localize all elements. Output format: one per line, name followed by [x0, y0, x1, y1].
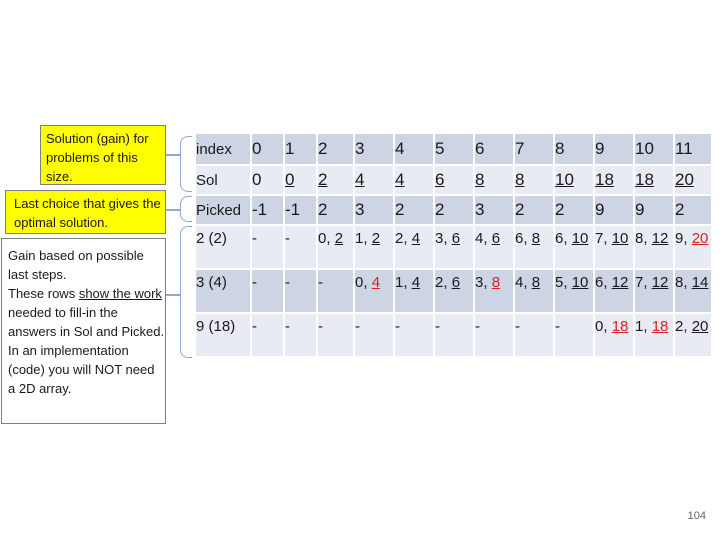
picked-cell: 2	[395, 196, 433, 224]
gain-note-line2-end: needed to fill-in the answers in Sol and Picked.	[8, 305, 165, 339]
gain-row-label: 2 (2)	[196, 226, 250, 268]
gain-cell-prev: 5,	[555, 274, 572, 291]
gain-cell-prev: -	[515, 318, 520, 335]
gain-cell-prev: -	[252, 318, 257, 335]
index-cell: 0	[252, 134, 283, 164]
gain-cell-prev: -	[252, 274, 257, 291]
gain-cell-prev: 1,	[635, 318, 652, 335]
gain-cell-prev: -	[318, 274, 323, 291]
gain-cell	[555, 270, 593, 312]
gain-cell-prev: -	[435, 318, 440, 335]
index-cell: 9	[595, 134, 633, 164]
gain-cell	[318, 314, 353, 356]
connector-solution	[166, 154, 180, 156]
index-row-label: index	[196, 134, 250, 164]
sol-cell: 10	[555, 166, 593, 194]
gain-cell	[675, 270, 711, 312]
gain-cell-prev: -	[395, 318, 400, 335]
gain-cell-prev: 1,	[395, 274, 412, 291]
gain-cell	[595, 226, 633, 268]
gain-cell-value: 20	[691, 318, 709, 335]
gain-cell-value: 2	[334, 230, 344, 247]
table-row	[196, 270, 711, 312]
last-choice-note-text: Last choice that gives the optimal solution.	[14, 196, 161, 230]
gain-cell-prev: 1,	[355, 230, 372, 247]
gain-cell	[395, 226, 433, 268]
gain-cell-value: 12	[651, 230, 669, 247]
gain-cell-value: 10	[571, 274, 589, 291]
gain-cell	[252, 270, 283, 312]
gain-cell-prev: 4,	[475, 230, 492, 247]
gain-cell-value: 12	[611, 274, 629, 291]
index-cell: 3	[355, 134, 393, 164]
gain-cell	[395, 270, 433, 312]
bracket-solution	[180, 136, 192, 192]
last-choice-note	[5, 190, 166, 234]
picked-cell: 2	[555, 196, 593, 224]
gain-cell-value: 6	[451, 274, 461, 291]
index-cell: 4	[395, 134, 433, 164]
gain-cell	[475, 226, 513, 268]
table-row	[196, 196, 711, 224]
gain-note-line2-start: These rows	[8, 286, 79, 301]
sol-cell: 0	[285, 166, 316, 194]
gain-cell-prev: 7,	[635, 274, 652, 291]
gain-cell-value: 4	[411, 230, 421, 247]
gain-note	[1, 238, 166, 424]
gain-cell-prev: 2,	[395, 230, 412, 247]
index-cell: 11	[675, 134, 711, 164]
index-cell: 5	[435, 134, 473, 164]
sol-cell: 4	[355, 166, 393, 194]
index-cell: 2	[318, 134, 353, 164]
gain-cell-value: 8	[531, 230, 541, 247]
sol-cell: 8	[515, 166, 553, 194]
sol-cell: 0	[252, 166, 283, 194]
gain-cell-prev: -	[285, 274, 290, 291]
index-cell: 8	[555, 134, 593, 164]
table-row	[196, 226, 711, 268]
gain-cell-prev: 0,	[355, 274, 372, 291]
page-number: 104	[687, 510, 706, 522]
sol-row-label: Sol	[196, 166, 250, 194]
gain-cell	[475, 270, 513, 312]
connector-gain	[166, 294, 180, 296]
picked-cell: -1	[252, 196, 283, 224]
gain-cell-value: 8	[491, 274, 501, 291]
gain-cell-prev: 7,	[595, 230, 612, 247]
solution-note-text: Solution (gain) for problems of this size.	[46, 131, 149, 184]
gain-cell-prev: 0,	[595, 318, 612, 335]
gain-cell	[555, 314, 593, 356]
gain-cell	[515, 226, 553, 268]
sol-cell: 20	[675, 166, 711, 194]
gain-cell-value: 4	[371, 274, 381, 291]
picked-cell: 2	[318, 196, 353, 224]
gain-cell-prev: -	[555, 318, 560, 335]
gain-cell	[435, 270, 473, 312]
gain-cell	[285, 226, 316, 268]
gain-cell	[252, 226, 283, 268]
gain-cell-prev: 9,	[675, 230, 692, 247]
gain-cell	[285, 314, 316, 356]
gain-cell-value: 6	[491, 230, 501, 247]
gain-cell-prev: 6,	[515, 230, 532, 247]
solution-note	[40, 125, 166, 185]
picked-cell: 2	[675, 196, 711, 224]
sol-cell: 4	[395, 166, 433, 194]
gain-cell	[252, 314, 283, 356]
gain-cell-value: 8	[531, 274, 541, 291]
sol-cell: 18	[595, 166, 633, 194]
gain-row-label: 3 (4)	[196, 270, 250, 312]
gain-cell	[675, 314, 711, 356]
picked-cell: 9	[635, 196, 673, 224]
gain-cell	[355, 270, 393, 312]
gain-cell	[675, 226, 711, 268]
gain-cell	[355, 226, 393, 268]
gain-note-line2-underlined: show the work	[78, 286, 162, 301]
index-cell: 10	[635, 134, 673, 164]
gain-cell-prev: 2,	[435, 274, 452, 291]
bracket-gain	[180, 226, 192, 358]
gain-cell-value: 20	[691, 230, 709, 247]
gain-cell	[555, 226, 593, 268]
gain-cell	[435, 226, 473, 268]
picked-cell: -1	[285, 196, 316, 224]
gain-row-label: 9 (18)	[196, 314, 250, 356]
gain-cell	[595, 314, 633, 356]
index-cell: 1	[285, 134, 316, 164]
gain-cell	[515, 314, 553, 356]
gain-cell-prev: -	[285, 230, 290, 247]
picked-cell: 2	[515, 196, 553, 224]
gain-cell	[318, 226, 353, 268]
gain-cell-value: 6	[451, 230, 461, 247]
gain-cell	[475, 314, 513, 356]
gain-cell-value: 10	[611, 230, 629, 247]
gain-cell-value: 18	[651, 318, 669, 335]
gain-cell	[635, 314, 673, 356]
gain-cell	[435, 314, 473, 356]
picked-cell: 3	[355, 196, 393, 224]
index-cell: 6	[475, 134, 513, 164]
gain-cell	[285, 270, 316, 312]
gain-note-line1: Gain based on possible last steps.	[8, 248, 144, 282]
gain-cell-prev: 0,	[318, 230, 335, 247]
picked-cell: 9	[595, 196, 633, 224]
gain-note-line3: In an implementation (code) you will NOT need a 2D array.	[8, 343, 155, 396]
connector-last-choice	[166, 209, 180, 211]
gain-cell-value: 18	[611, 318, 629, 335]
bracket-last-choice	[180, 196, 192, 222]
index-cell: 7	[515, 134, 553, 164]
gain-cell-value: 2	[371, 230, 381, 247]
gain-cell-prev: 8,	[675, 274, 692, 291]
gain-cell	[635, 270, 673, 312]
picked-cell: 2	[435, 196, 473, 224]
gain-cell-prev: -	[318, 318, 323, 335]
sol-cell: 18	[635, 166, 673, 194]
gain-cell	[515, 270, 553, 312]
gain-cell-prev: 6,	[555, 230, 572, 247]
dp-table	[194, 132, 713, 358]
gain-cell-prev: 4,	[515, 274, 532, 291]
gain-cell-prev: 3,	[475, 274, 492, 291]
gain-cell-prev: 3,	[435, 230, 452, 247]
gain-cell	[395, 314, 433, 356]
sol-cell: 8	[475, 166, 513, 194]
gain-cell-prev: -	[355, 318, 360, 335]
gain-cell-prev: 2,	[675, 318, 692, 335]
gain-cell-value: 12	[651, 274, 669, 291]
gain-cell	[635, 226, 673, 268]
gain-cell	[595, 270, 633, 312]
table-row	[196, 166, 711, 194]
gain-cell-value: 14	[691, 274, 709, 291]
picked-row-label: Picked	[196, 196, 250, 224]
gain-cell-prev: -	[475, 318, 480, 335]
table-row	[196, 134, 711, 164]
sol-cell: 2	[318, 166, 353, 194]
sol-cell: 6	[435, 166, 473, 194]
gain-cell-prev: 6,	[595, 274, 612, 291]
table-row	[196, 314, 711, 356]
gain-cell-prev: 8,	[635, 230, 652, 247]
gain-cell	[318, 270, 353, 312]
gain-cell-value: 10	[571, 230, 589, 247]
gain-cell-value: 4	[411, 274, 421, 291]
gain-cell	[355, 314, 393, 356]
picked-cell: 3	[475, 196, 513, 224]
gain-cell-prev: -	[285, 318, 290, 335]
gain-cell-prev: -	[252, 230, 257, 247]
